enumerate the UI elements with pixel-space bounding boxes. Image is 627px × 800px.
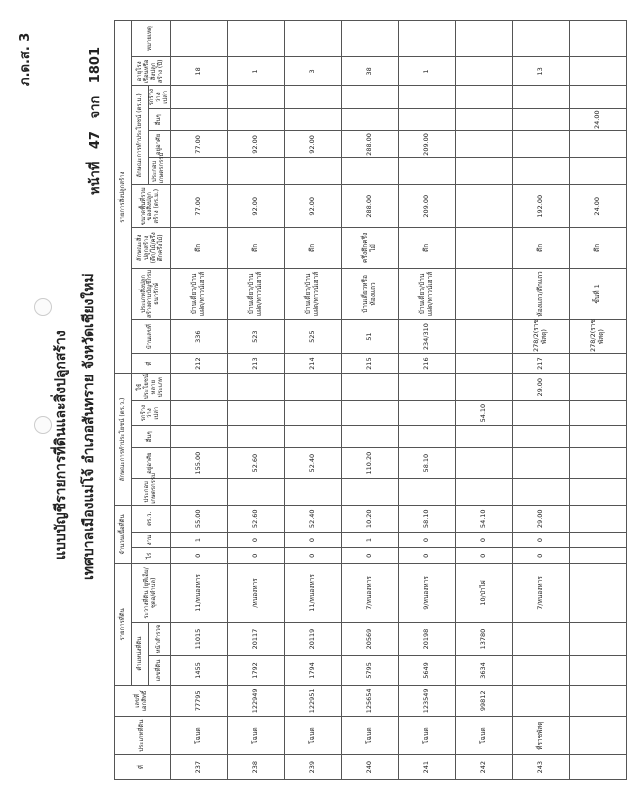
cell-bstyle: ตึก (227, 228, 284, 268)
cell-remark (455, 21, 512, 57)
cell-b_res: 92.00 (284, 131, 341, 158)
cell-bld: 216 (398, 354, 455, 374)
table-row (341, 21, 398, 780)
cell-ngan: 1 (170, 532, 227, 548)
cell-b_agri (455, 158, 512, 185)
cell-b_res: 288.00 (341, 131, 398, 158)
cell-mixed (227, 374, 284, 401)
cell-res: 155.00 (170, 448, 227, 478)
cell-survey (512, 685, 569, 716)
col-bld-vacant: รกร้างว่างเปล่า (149, 86, 171, 108)
cell-barea: 92.00 (284, 185, 341, 228)
cell-barea: 24.00 (569, 185, 626, 228)
of-label: จาก (88, 95, 103, 119)
col-bld-type: ประเภทสิ่งปลูกสร้างตามบัญชีกรมธนารักษ์ (132, 268, 171, 320)
cell-btype (455, 268, 512, 320)
punch-hole (34, 416, 52, 434)
table-row (227, 21, 284, 780)
cell-b_res (512, 131, 569, 158)
cell-b_res: 209.00 (398, 131, 455, 158)
cell-rai: 0 (284, 548, 341, 564)
cell-agri (284, 478, 341, 505)
cell-sqwa: 10.20 (341, 505, 398, 532)
form-code: ภ.ด.ส. 3 (18, 32, 33, 86)
cell-b_other (512, 108, 569, 130)
cell-house (455, 320, 512, 354)
cell-barea: 77.00 (170, 185, 227, 228)
cell-remark (170, 21, 227, 57)
cell-b_vacant (512, 86, 569, 108)
table-body (170, 21, 626, 780)
cell-remark (569, 21, 626, 57)
cell-btype: ชั้นที่ 1 (569, 268, 626, 320)
cell-other (512, 425, 569, 447)
cell-land: 5649 (398, 656, 455, 685)
col-bld-style: ลักษณะสิ่งปลูกสร้าง (ตึก/ไม้/ครึ่งตึกครึ่งไม้) (132, 228, 171, 268)
cell-btype: บ้านเดี่ยว/บ้านแฝด/ทาวน์เฮาส์ (227, 268, 284, 320)
cell-sqwa: 29.00 (512, 505, 569, 532)
cell-type: โฉนด (227, 717, 284, 755)
cell-b_vacant (341, 86, 398, 108)
cell-age: 3 (284, 57, 341, 86)
cell-no (569, 755, 626, 780)
col-location-group: ตำแหน่งที่ดิน (132, 622, 149, 685)
cell-rai: 0 (398, 548, 455, 564)
cell-no: 240 (341, 755, 398, 780)
page-label: หน้าที่ (88, 161, 103, 195)
cell-barea: 209.00 (398, 185, 455, 228)
cell-other (227, 425, 284, 447)
cell-mixed (398, 374, 455, 401)
cell-sqwa: 52.40 (284, 505, 341, 532)
cell-res (512, 448, 569, 478)
punch-hole (34, 298, 52, 316)
cell-ngan (569, 532, 626, 548)
cell-survey (569, 685, 626, 716)
cell-b_res (455, 131, 512, 158)
cell-agri (569, 478, 626, 505)
cell-bstyle (455, 228, 512, 268)
cell-page: 13780 (455, 622, 512, 656)
cell-map: 11/หนองหาร (170, 564, 227, 622)
col-area-group: จำนวนเนื้อที่ดิน (115, 505, 132, 563)
cell-res: 110.20 (341, 448, 398, 478)
col-bld-area: ขนาดพื้นที่รวมของสิ่งปลูกสร้าง (ตร.ม.) (132, 185, 171, 228)
cell-mixed (284, 374, 341, 401)
cell-mixed (455, 374, 512, 401)
cell-house: 234/310 (398, 320, 455, 354)
cell-house: 336 (170, 320, 227, 354)
cell-b_vacant (569, 86, 626, 108)
cell-b_agri (227, 158, 284, 185)
cell-barea: 92.00 (227, 185, 284, 228)
cell-b_other: 24.00 (569, 108, 626, 130)
cell-map: 7/หนองหาร (512, 564, 569, 622)
col-no: ที่ (115, 755, 171, 780)
cell-b_other (398, 108, 455, 130)
cell-btype: บ้านเดี่ยวหรือห้องแถว (341, 268, 398, 320)
cell-type: โฉนด (284, 717, 341, 755)
cell-land (512, 656, 569, 685)
cell-map: 11/หนองหาร (284, 564, 341, 622)
table-row (170, 21, 227, 780)
cell-age: 1 (227, 57, 284, 86)
col-other: อื่นๆ (132, 425, 171, 447)
cell-rai: 0 (341, 548, 398, 564)
cell-btype: บ้านเดี่ยว/บ้านแฝด/ทาวน์เฮาส์ (398, 268, 455, 320)
cell-sqwa: 58.10 (398, 505, 455, 532)
cell-b_vacant (455, 86, 512, 108)
cell-b_vacant (227, 86, 284, 108)
cell-age: 1 (398, 57, 455, 86)
cell-bld: 213 (227, 354, 284, 374)
cell-age: 38 (341, 57, 398, 86)
cell-ngan: 0 (512, 532, 569, 548)
cell-no: 238 (227, 755, 284, 780)
cell-remark (398, 21, 455, 57)
cell-other (284, 425, 341, 447)
col-use-group-bld: ลักษณะการทำประโยชน์ (ตร.ม.) (132, 86, 149, 185)
table-row (512, 21, 569, 780)
cell-b_agri (569, 158, 626, 185)
col-house-no: บ้านเลขที่ (132, 320, 171, 354)
cell-barea: 288.00 (341, 185, 398, 228)
col-sqwa: ตร.ว. (132, 505, 171, 532)
col-map-sheet: ระวางที่ดิน (ยูทีเอ็ม/ชุดอ/ตำบล) (132, 564, 171, 622)
cell-map: /หนองหาร (227, 564, 284, 622)
cell-rai: 0 (170, 548, 227, 564)
cell-bstyle: ตึก (569, 228, 626, 268)
cell-house: 278/2(ราชพัสดุ) (512, 320, 569, 354)
cell-vacant (227, 401, 284, 426)
cell-b_other (455, 108, 512, 130)
cell-bstyle: ตึก (512, 228, 569, 268)
cell-sqwa: 55.00 (170, 505, 227, 532)
cell-type: โฉนด (398, 717, 455, 755)
cell-mixed (341, 374, 398, 401)
cell-survey: 123549 (398, 685, 455, 716)
cell-type: โฉนด (455, 717, 512, 755)
cell-agri (398, 478, 455, 505)
cell-type (569, 717, 626, 755)
cell-vacant (284, 401, 341, 426)
cell-res: 58.10 (398, 448, 455, 478)
land-building-table (114, 20, 627, 780)
cell-page: 20119 (284, 622, 341, 656)
cell-survey: 99812 (455, 685, 512, 716)
cell-bstyle: ตึก (398, 228, 455, 268)
cell-house: 278/2(ราชพัสดุ) (569, 320, 626, 354)
cell-b_vacant (170, 86, 227, 108)
cell-vacant (170, 401, 227, 426)
cell-no: 243 (512, 755, 569, 780)
cell-bld: 212 (170, 354, 227, 374)
cell-bstyle: ครึ่งตึกครึ่งไม้ (341, 228, 398, 268)
col-land-no: เลขที่ดิน (149, 656, 171, 685)
cell-survey: 125654 (341, 685, 398, 716)
cell-sqwa: 52.60 (227, 505, 284, 532)
cell-b_other (284, 108, 341, 130)
cell-page: 11015 (170, 622, 227, 656)
cell-vacant: 54.10 (455, 401, 512, 426)
col-mixed: ใช้ประโยชน์หลายประเภท (132, 374, 171, 401)
cell-agri (455, 478, 512, 505)
cell-ngan: 0 (227, 532, 284, 548)
cell-age (569, 57, 626, 86)
cell-b_res (569, 131, 626, 158)
cell-b_vacant (398, 86, 455, 108)
col-use-group-land: ลักษณะการทำประโยชน์ (ตร.ว.) (115, 374, 132, 506)
cell-house: 51 (341, 320, 398, 354)
cell-bld: 215 (341, 354, 398, 374)
cell-land: 5795 (341, 656, 398, 685)
cell-ngan: 0 (455, 532, 512, 548)
cell-rai: 0 (455, 548, 512, 564)
cell-remark (512, 21, 569, 57)
cell-no: 241 (398, 755, 455, 780)
cell-b_res: 92.00 (227, 131, 284, 158)
cell-bld (455, 354, 512, 374)
col-vacant: รกร้างว่างเปล่า (132, 401, 171, 426)
cell-barea: 192.00 (512, 185, 569, 228)
cell-page: 20198 (398, 622, 455, 656)
cell-agri (512, 478, 569, 505)
cell-bld: 214 (284, 354, 341, 374)
cell-land: 1794 (284, 656, 341, 685)
cell-type: ที่ราชพัสดุ (512, 717, 569, 755)
cell-btype: บ้านเดี่ยว/บ้านแฝด/ทาวน์เฮาส์ (170, 268, 227, 320)
cell-barea (455, 185, 512, 228)
col-ngan: งาน (132, 532, 171, 548)
col-building-group: รายการสิ่งปลูกสร้าง (115, 21, 132, 374)
cell-btype: บ้านเดี่ยว/บ้านแฝด/ทาวน์เฮาส์ (284, 268, 341, 320)
total-pages: 1801 (88, 47, 103, 84)
col-rai: ไร่ (132, 548, 171, 564)
cell-remark (227, 21, 284, 57)
cell-land: 1455 (170, 656, 227, 685)
cell-b_agri (512, 158, 569, 185)
cell-b_agri (284, 158, 341, 185)
cell-map: 10/ป่าไผ่ (455, 564, 512, 622)
cell-rai: 0 (512, 548, 569, 564)
cell-vacant (512, 401, 569, 426)
cell-agri (227, 478, 284, 505)
cell-no: 242 (455, 755, 512, 780)
cell-survey: 122951 (284, 685, 341, 716)
table-row (284, 21, 341, 780)
cell-agri (170, 478, 227, 505)
cell-land: 1792 (227, 656, 284, 685)
cell-other (569, 425, 626, 447)
cell-btype: ห้องแถว/ตึกแถว (512, 268, 569, 320)
cell-bld: 217 (512, 354, 569, 374)
cell-bstyle: ตึก (170, 228, 227, 268)
cell-vacant (341, 401, 398, 426)
cell-other (341, 425, 398, 447)
cell-age (455, 57, 512, 86)
cell-other (398, 425, 455, 447)
cell-page (512, 622, 569, 656)
cell-b_other (341, 108, 398, 130)
page-number: 47 (88, 131, 103, 150)
cell-type: โฉนด (341, 717, 398, 755)
cell-bld (569, 354, 626, 374)
cell-survey: 122949 (227, 685, 284, 716)
cell-sqwa: 54.10 (455, 505, 512, 532)
cell-b_agri (341, 158, 398, 185)
cell-b_other (170, 108, 227, 130)
cell-map: 7/หนองหาร (341, 564, 398, 622)
cell-res: 52.60 (227, 448, 284, 478)
cell-b_res: 77.00 (170, 131, 227, 158)
cell-ngan: 0 (284, 532, 341, 548)
cell-ngan: 1 (341, 532, 398, 548)
cell-no: 239 (284, 755, 341, 780)
cell-agri (341, 478, 398, 505)
cell-mixed: 29.00 (512, 374, 569, 401)
cell-b_agri (398, 158, 455, 185)
cell-res (569, 448, 626, 478)
document-title: แบบบัญชีรายการที่ดินและสิ่งปลูกสร้าง (53, 330, 69, 560)
col-bld-residence: อยู่อาศัย (149, 131, 171, 158)
cell-land: 3634 (455, 656, 512, 685)
col-remark: หมายเหตุ (132, 21, 171, 57)
col-land-type: ประเภทที่ดิน (115, 717, 171, 755)
cell-house: 525 (284, 320, 341, 354)
col-page-survey: หน้าสำรวจ (149, 622, 171, 656)
cell-res: 52.40 (284, 448, 341, 478)
page-indicator (84, 39, 105, 195)
cell-vacant (569, 401, 626, 426)
cell-mixed (170, 374, 227, 401)
cell-sqwa (569, 505, 626, 532)
cell-map (569, 564, 626, 622)
cell-age: 13 (512, 57, 569, 86)
cell-res (455, 448, 512, 478)
col-bld-no: ที่ (132, 354, 171, 374)
cell-page (569, 622, 626, 656)
cell-rai: 0 (227, 548, 284, 564)
cell-page: 20117 (227, 622, 284, 656)
cell-ngan: 0 (398, 532, 455, 548)
cell-remark (341, 21, 398, 57)
cell-other (170, 425, 227, 447)
cell-house: 523 (227, 320, 284, 354)
col-age: อายุโรงเรือนหรือสิ่งปลูกสร้าง (ปี) (132, 57, 171, 86)
cell-rai (569, 548, 626, 564)
document-subtitle: เทศบาลเมืองแม่โจ้ อำเภอสันทราย จังหวัดเชียงใหม่ (81, 273, 97, 580)
cell-page: 20569 (341, 622, 398, 656)
cell-age: 18 (170, 57, 227, 86)
table-row (398, 21, 455, 780)
cell-survey: 77795 (170, 685, 227, 716)
cell-b_agri (170, 158, 227, 185)
cell-remark (284, 21, 341, 57)
table-row (455, 21, 512, 780)
cell-map: 9/หนองหาร (398, 564, 455, 622)
cell-type: โฉนด (170, 717, 227, 755)
cell-land (569, 656, 626, 685)
col-survey-no: เลขที่เอกสิทธิ์ (115, 685, 171, 716)
cell-other (455, 425, 512, 447)
cell-b_vacant (284, 86, 341, 108)
col-bld-other: อื่นๆ (149, 108, 171, 130)
cell-bstyle: ตึก (284, 228, 341, 268)
col-agri: ประกอบเกษตรกรรม (132, 478, 171, 505)
table-row (569, 21, 626, 780)
col-land-list-group: รายการที่ดิน (115, 564, 132, 685)
cell-no: 237 (170, 755, 227, 780)
cell-mixed (569, 374, 626, 401)
cell-b_other (227, 108, 284, 130)
col-bld-agri: ประกอบเกษตรกรรม (149, 158, 171, 185)
col-residence: อยู่อาศัย (132, 448, 171, 478)
cell-vacant (398, 401, 455, 426)
